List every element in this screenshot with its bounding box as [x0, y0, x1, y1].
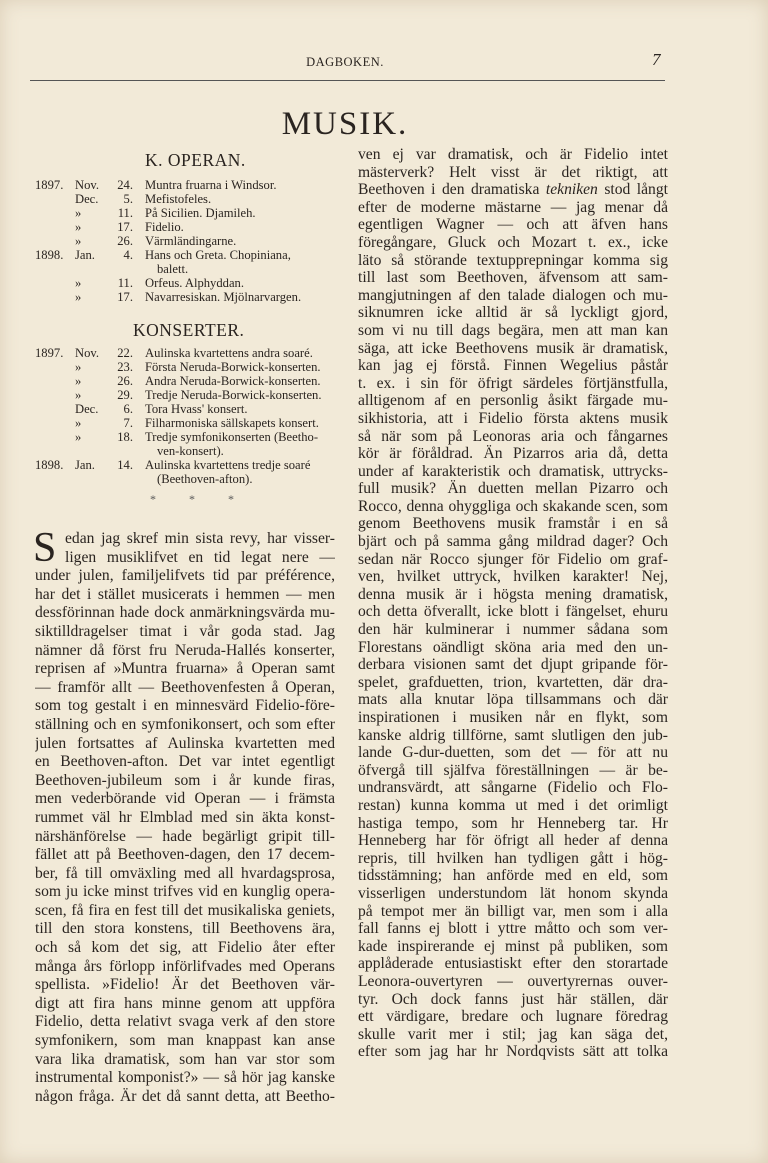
listing-row [35, 346, 340, 360]
text-line: full musik? Än duetten mellan Pizarro och [358, 480, 668, 498]
listing-day: 22. [117, 346, 133, 360]
text-line: siktilldragelser timat i vår goda stad. Jag [35, 622, 335, 640]
article-left-column [35, 530, 335, 1106]
listing-row [35, 290, 340, 304]
text-line: skulle varit mer i stil; jag kan säga det, [358, 1025, 668, 1043]
text-line: ett värdigare, bredare och lugnare föredrag [358, 1008, 668, 1026]
listing-month: » [75, 374, 82, 388]
listing-row [35, 402, 340, 416]
listing-row [35, 220, 340, 234]
listing-month: » [75, 388, 82, 402]
text-line: alltigenom af en personlig åsikt färgade mu- [358, 392, 668, 410]
text-line: många års förlopp införlifvades med Operans [35, 957, 335, 975]
listing-month: Dec. [75, 192, 99, 206]
listing-title: På Sicilien. Djamileh. [145, 206, 256, 220]
text-line: och detta öfverallt, icke blott i fängelset, ehuru [358, 603, 668, 621]
text-line: restan) kunna komma ut med i det orimligt [358, 796, 668, 814]
listing-month: Nov. [75, 346, 100, 360]
text-line: har det i stället musicerats i hemmen — men [35, 585, 335, 603]
listing-title: Första Neruda-Borwick-konserten. [145, 360, 321, 374]
listing-day: 6. [123, 402, 133, 416]
text-line: ven, hvilket uttryck, hvilken karakter! Nej, [358, 568, 668, 586]
text-line: Fidelio, detta relativt svaga verk af den store [35, 1013, 335, 1031]
text-line: undransvärdt, att sångarne (Fidelio och Flo- [358, 779, 668, 797]
text-line: Rocco, denna ohyggliga och skakande scen, som [358, 497, 668, 515]
text-line: lande G-dur-duetten, som det — för att nu [358, 744, 668, 762]
header-rule [30, 80, 665, 81]
text-line: digt att fira hans minne genom att uppföra [35, 994, 335, 1012]
text-line: rummet väl hr Elmblad med sin äkta konst- [35, 808, 335, 826]
text-line: dessförinnan hade dock anmärkningsvärda mu- [35, 604, 335, 622]
listing-row [35, 444, 340, 458]
listing-month: Jan. [75, 248, 95, 262]
listing-title: Andra Neruda-Borwick-konserten. [145, 374, 321, 388]
text-line: siknumren icke alltid är så lyckligt gjord, [358, 304, 668, 322]
listing-month: » [75, 416, 82, 430]
listing-year: 1898. [35, 248, 64, 262]
listing-title: Orfeus. Alphyddan. [145, 276, 244, 290]
text-line: en Beethoven-afton. Det var intet egentligt [35, 753, 335, 771]
listing-title: Aulinska kvartettens andra soaré. [145, 346, 313, 360]
text-line: någon fråga. Är det då sannt detta, att Beetho- [35, 1087, 335, 1105]
text-line: Beethoven-jubileum som i år kunde firas, [35, 771, 335, 789]
listing-month: » [75, 220, 82, 234]
text-line: till den stora konstens, till Beethovens ära, [35, 920, 335, 938]
text-line: men vederbörande vid Operan — i främsta [35, 790, 335, 808]
article-right-column [358, 146, 668, 1061]
listing-day: 14. [117, 458, 133, 472]
listing-title: Tredje symfonikonserten (Beetho- [145, 430, 319, 444]
text-line: kör är föråldrad. Än Pizarros aria då, detta [358, 445, 668, 463]
text-line: läto så störande textupprepningar komma sig [358, 251, 668, 269]
listing-row [35, 458, 340, 472]
text-line: edan jag skref min sista revy, har visser- [65, 530, 335, 547]
listing-year: 1897. [35, 346, 64, 360]
listing-day: 7. [123, 416, 133, 430]
separator-text: * * * [150, 492, 234, 506]
text-line: t. ex. i sin för öfrigt särdeles förtjänstfulla, [358, 374, 668, 392]
listing-day: 26. [117, 234, 133, 248]
listing-row [35, 374, 340, 388]
listing-row [35, 388, 340, 402]
listing-row [35, 416, 340, 430]
article-title: MUSIK. [281, 106, 409, 142]
listing-day: 26. [117, 374, 133, 388]
text-line: som ju icke minst trifves vid en kunglig opera- [35, 883, 335, 901]
listing-row [35, 430, 340, 444]
listing-row [35, 360, 340, 374]
listing-row [35, 248, 340, 262]
text-line: öfvergå till själfva föreställningen — är be- [358, 761, 668, 779]
listing-month: Jan. [75, 458, 95, 472]
listing-row [35, 262, 340, 276]
listing-row [35, 276, 340, 290]
listing-day: 24. [117, 178, 133, 192]
text-line: spellista. »Fidelio! Är det Beethoven vär- [35, 976, 335, 994]
text-line: ven ej var dramatisk, och är Fidelio intet [358, 146, 668, 163]
listing-cont: ven-konsert). [157, 444, 224, 458]
text-line: under julen, familjelifvets tid par préférence, [35, 567, 335, 585]
text-line: Leonora-ouvertyren — ouvertyrernas ouver- [358, 972, 668, 990]
listing-row [35, 206, 340, 220]
text-line: — framför allt — Beethovenfesten å Operan, [35, 678, 335, 696]
listing-day: 23. [117, 360, 133, 374]
listing-day: 4. [123, 248, 133, 262]
listing-title: Muntra fruarna i Windsor. [145, 178, 277, 192]
listing-row [35, 192, 340, 206]
text-line: nämner då först fru Neruda-Hallés konserter, [35, 641, 335, 659]
text-line: genom Beethovens musik framstår i en så [358, 515, 668, 533]
listing-month: » [75, 360, 82, 374]
listing-month: » [75, 290, 82, 304]
text-line: efter de moderne mästarne — jag menar då [358, 198, 668, 216]
text-line: denna musik är i högsta mening dramatisk, [358, 585, 668, 603]
text-line: Henneberg har för öfrigt all heder af denna [358, 832, 668, 850]
listing-month: » [75, 206, 82, 220]
text-line: föregångare, Gluck och Mozart t. ex., icke [358, 233, 668, 251]
text-line: reprisen af »Muntra fruarna» å Operan samt [35, 660, 335, 678]
listing-day: 17. [117, 290, 133, 304]
concerts-listing [35, 346, 340, 486]
text-line: som vi nu till dags begära, men att man kan [358, 321, 668, 339]
text-line: mats alla knutar löpa tillsammans och där [358, 691, 668, 709]
opera-heading: K. OPERAN. [145, 150, 246, 170]
listing-year: 1898. [35, 458, 64, 472]
listing-day: 17. [117, 220, 133, 234]
listing-title: Värmländingarne. [145, 234, 237, 248]
opera-listing [35, 178, 340, 304]
listing-title: Navarresiskan. Mjölnarvargen. [145, 290, 302, 304]
text-line: sikhistoria, att i Fidelio första aktens musik [358, 409, 668, 427]
text-line: sedan när Rocco sjunger för Fidelio om graf- [358, 550, 668, 568]
listing-cont: (Beethoven-afton). [157, 472, 253, 486]
text-line: kan jag ej förstå. Finnen Wegelius påstår [358, 357, 668, 375]
listing-cont: balett. [157, 262, 189, 276]
text-line: Florestans oändligt sköna aria med den un- [358, 638, 668, 656]
listing-day: 29. [117, 388, 133, 402]
text-line: hastiga tempo, som hr Henneberg tar. Hr [358, 814, 668, 832]
drop-cap: S [33, 525, 57, 571]
text-line: kanske aldrig tillförne, samt slutligen den jub- [358, 726, 668, 744]
text-line: julen fortsattes af Aulinska kvartetten med [35, 734, 335, 752]
text-line: ställning och en symfonikonsert, och som efter [35, 715, 335, 733]
text-line: scen, få fira en fest till det musikaliska geniets, [35, 901, 335, 919]
listing-title: Hans och Greta. Chopiniana, [145, 248, 291, 262]
listing-row [35, 472, 340, 486]
listing-title: Mefistofeles. [145, 192, 212, 206]
text-line: som tog gestalt i en minnesvärd Fidelio-före- [35, 697, 335, 715]
text-line: mästerverk? Helt visst är det riktigt, att [358, 163, 668, 181]
text-line: kade inspirerande ej minst på publiken, som [358, 937, 668, 955]
text-line: ber, få till omväxling med all hvardagsprosa, [35, 864, 335, 882]
text-line: spelet, grafduetten, trion, kvartetten, där dra- [358, 673, 668, 691]
listing-month: » [75, 276, 82, 290]
text-line: repris, till hvilken han tydligen gått i hög- [358, 849, 668, 867]
text-line: Beethoven i den dramatiska tekniken stod långt [358, 181, 668, 199]
text-line: tidsstämning; han anförde med en eld, som [358, 867, 668, 885]
text-line: på tempot mer än billigt var, men som i alla [358, 902, 668, 920]
text-line: fället att på Beethoven-dagen, den 17 decem- [35, 846, 335, 864]
text-line: bjärt och på samma gång mildrad dager? Och [358, 533, 668, 551]
text-line: applåderade entusiastiskt efter den storartade [358, 955, 668, 973]
listing-month: Nov. [75, 178, 100, 192]
text-line: under af karakteristik och dramatisk, uttrycks- [358, 462, 668, 480]
text-line: säga, att icke Beethovens musik är dramatisk, [358, 339, 668, 357]
listing-day: 5. [123, 192, 133, 206]
text-line: närshänförelse — hade begärligt gripit till- [35, 827, 335, 845]
listing-month: » [75, 234, 82, 248]
listing-title: Filharmoniska sällskapets konsert. [145, 416, 319, 430]
listing-day: 18. [117, 430, 133, 444]
listing-day: 11. [117, 206, 133, 220]
text-line: tyr. Och dock fanns just här ställen, där [358, 990, 668, 1008]
text-line: egentligen Wagner — och att äfven hans [358, 216, 668, 234]
text-line: symfonikern, som man knappast kan anse [35, 1032, 335, 1050]
listing-row [35, 234, 340, 248]
text-line: inspirationen i musiken når en flykt, som [358, 709, 668, 726]
listing-year: 1897. [35, 178, 64, 192]
listing-title: Tora Hvass' konsert. [145, 402, 248, 416]
separator-stars [150, 492, 234, 506]
text-line: efter som jag har hr Nordqvists sätt att tolka [358, 1043, 668, 1061]
page-number: 7 [652, 50, 661, 69]
text-line: så när som på Leonoras aria och fångarnes [358, 427, 668, 445]
text-line: till last som Beethoven, äfvensom att sam- [358, 269, 668, 287]
running-head: DAGBOKEN. [306, 55, 384, 69]
text-line: vara lika dramatisk, som han var stor som [35, 1050, 335, 1068]
listing-title: Tredje Neruda-Borwick-konserten. [145, 388, 322, 402]
listing-title: Aulinska kvartettens tredje soaré [145, 458, 311, 472]
text-line: mangjutningen af den talade dialogen och mu- [358, 286, 668, 304]
text-line: den här kulminerar i nummer sådana som [358, 621, 668, 639]
text-line: fall fanns ej blott i yttre måtto och som ver- [358, 920, 668, 938]
text-line: och så kom det sig, att Fidelio åter efter [35, 939, 335, 957]
listing-title: Fidelio. [145, 220, 184, 234]
concerts-heading: KONSERTER. [133, 320, 245, 340]
listing-month: Dec. [75, 402, 99, 416]
listing-row [35, 178, 340, 192]
text-line: ligen musiklifvet en tid legat nere — [65, 548, 335, 566]
listing-day: 11. [117, 276, 133, 290]
text-line: instrumental komponist?» — så hör jag kanske [35, 1069, 335, 1087]
text-line: visserligen understundom lät honom skynda [358, 884, 668, 902]
listing-month: » [75, 430, 82, 444]
text-line: derbara visionen samt det djupt gripande för- [358, 656, 668, 674]
